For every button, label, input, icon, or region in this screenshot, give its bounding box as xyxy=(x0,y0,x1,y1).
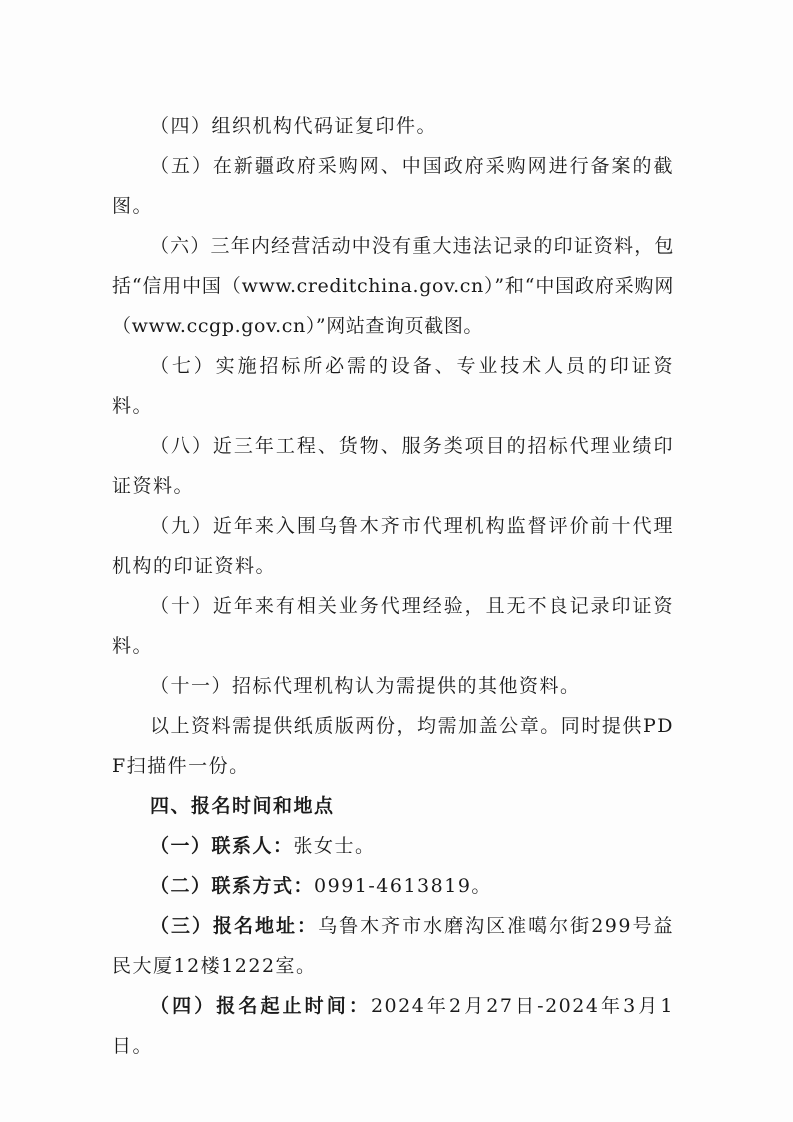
registration-address-value: 乌鲁木齐市水磨沟区准噶尔街299号益民大厦12楼1222室。 xyxy=(112,915,674,977)
document-body xyxy=(112,106,674,1066)
paragraph-item-8: （八）近三年工程、货物、服务类项目的招标代理业绩印证资料。 xyxy=(112,435,674,497)
section-heading: 四、报名时间和地点 xyxy=(150,795,335,817)
contact-phone xyxy=(112,866,674,906)
contact-phone-label: （二）联系方式： xyxy=(150,875,315,897)
registration-address-label: （三）报名地址： xyxy=(150,915,319,937)
paragraph-item-4: （四）组织机构代码证复印件。 xyxy=(150,115,438,137)
contact-person-label: （一）联系人： xyxy=(150,835,294,857)
registration-period xyxy=(112,986,674,1066)
paragraph-item-6: （六）三年内经营活动中没有重大违法记录的印证资料，包括“信用中国（www.creditchina.gov.cn）”和“中国政府采购网（www.ccgp.gov.cn）”网站查询页截图。 xyxy=(112,235,674,337)
paragraph-item-7: （七）实施招标所必需的设备、专业技术人员的印证资料。 xyxy=(112,355,674,417)
registration-period-label: （四）报名起止时间： xyxy=(150,995,371,1017)
paragraph-item-10: （十）近年来有相关业务代理经验，且无不良记录印证资料。 xyxy=(112,595,674,657)
contact-phone-value: 0991-4613819。 xyxy=(314,875,492,897)
registration-address xyxy=(112,906,674,986)
paragraph-item-5: （五）在新疆政府采购网、中国政府采购网进行备案的截图。 xyxy=(112,155,674,217)
registration-period-value: 2024年2月27日-2024年3月1日。 xyxy=(112,995,674,1057)
paragraph-item-11: （十一）招标代理机构认为需提供的其他资料。 xyxy=(150,675,581,697)
contact-person-value: 张女士。 xyxy=(293,835,376,857)
paragraph-item-9: （九）近年来入围乌鲁木齐市代理机构监督评价前十代理机构的印证资料。 xyxy=(112,515,674,577)
paragraph-summary: 以上资料需提供纸质版两份，均需加盖公章。同时提供PDF扫描件一份。 xyxy=(112,715,674,777)
contact-person xyxy=(112,826,674,866)
